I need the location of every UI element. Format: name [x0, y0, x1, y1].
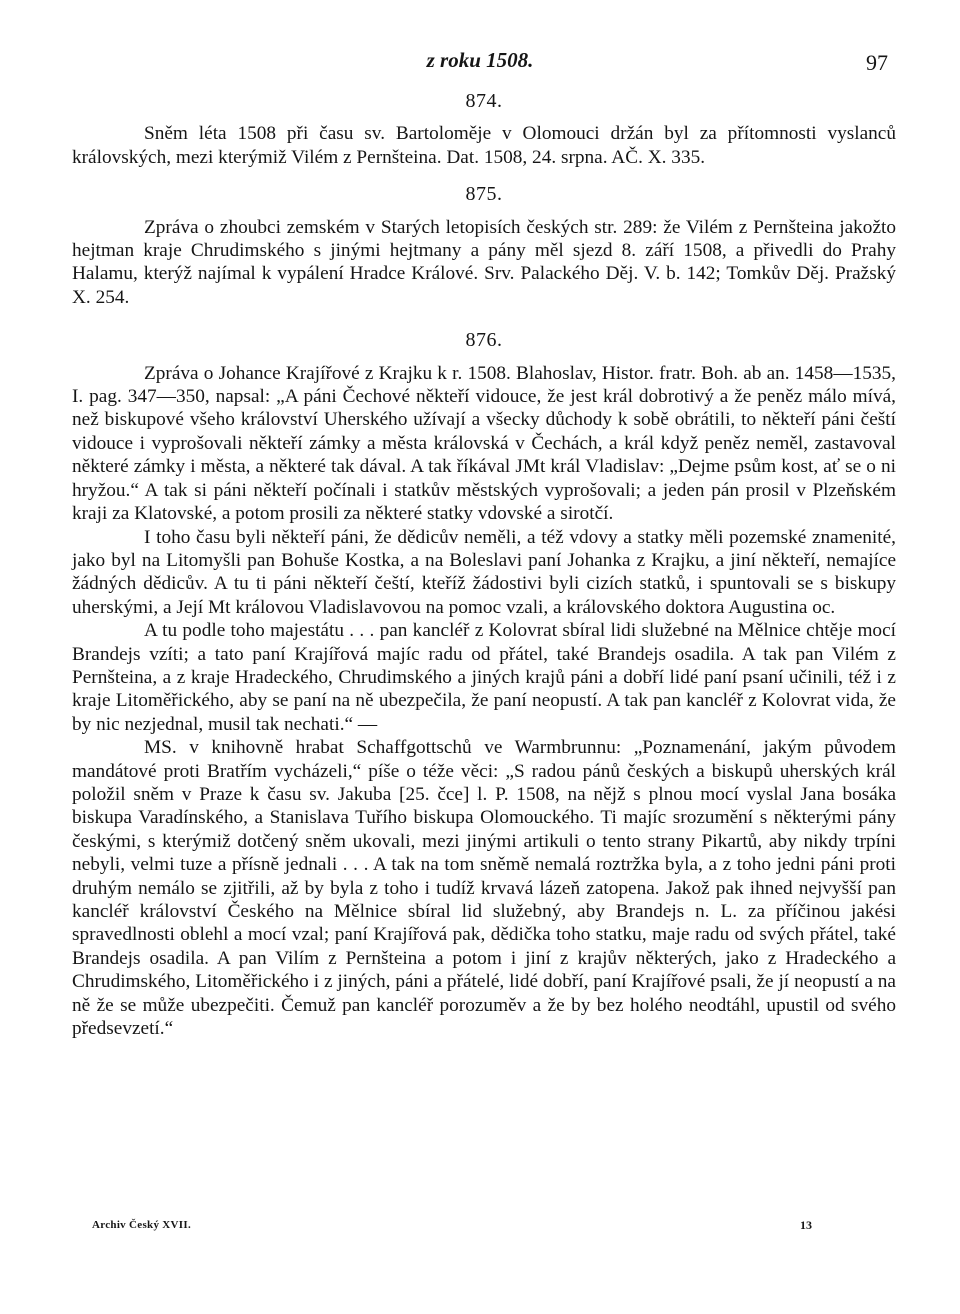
paragraph: A tu podle toho majestátu . . . pan kancléř z Kolovrat sbíral lidi služebné na Mělnice chtěje mocí Brandejs vzíti; a tato paní Krajířová majíc radu od přátel, také Brandejs osadila. A tak pan Vilém z Pernšteina, a z kraje Hradeckého, Chrudimského a jiných krajů páni a dobří lidé paní psaní učinili, též i z kraje Litoměřického, aby se paní na ně ubezpečila, že paní neopustí. A tak pan kancléř z Kolovrat vida, že by nic nezjednal, musil tak nechati.“ — — [72, 620, 896, 735]
paragraph: I toho času byli někteří páni, že dědicův neměli, a též vdovy a statky měli pozemské znamenité, jako byl na Litomyšli pan Bohuše Kostka, a na Boleslavi paní Johanka z Krajku, a jiní někteří, nemajíce žádných dědicův. A tu ti páni někteří čeští, kteříž žádostivi byli cizích statků, i spuntovali se s biskupy uherskými, a Její Mt královou Vladislavovou na pomoc vzali, a královského doktora Augustina oc. — [72, 526, 896, 618]
entry-number: 874. — [465, 90, 503, 112]
text-column — [72, 90, 896, 1040]
page-footer — [92, 1216, 812, 1238]
paragraph: Zpráva o zhoubci zemském v Starých letopisích českých str. 289: že Vilém z Pernšteina jakožto hejtman kraje Chrudimského s jinými hejtmany a pány měl sjezd 8. září 1508, a přivedli do Prahy Halamu, kterýž najímal k vypálení Hradce Králové. Srv. Palackého Děj. V. b. 142; Tomkův Děj. Pražský X. 254. — [72, 216, 896, 308]
entry-876 — [72, 329, 896, 1040]
page-number: 97 — [866, 50, 888, 75]
footer-signature: Archiv Český XVII. — [92, 1219, 192, 1231]
entry-number: 875. — [465, 183, 503, 206]
running-head — [0, 44, 960, 78]
running-title: z roku 1508. — [426, 48, 534, 72]
entry-number: 876. — [465, 329, 503, 352]
entry-875 — [72, 183, 896, 309]
paragraph: Sněm léta 1508 při času sv. Bartoloměje v Olomouci držán byl za přítomnosti vyslanců královských, mezi kterýmiž Vilém z Pernšteina. Dat. 1508, 24. srpna. AČ. X. 335. — [72, 123, 896, 168]
paragraph: MS. v knihovně hrabat Schaffgottschů ve Warmbrunnu: „Poznamenání, jakým původem mandátové proti Bratřím vycházeli,“ píše o téže věci: „S radou pánů českých a biskupů uherských král položil sněm v Praze k času sv. Jakuba [25. čce] l. P. 1508, na nějž s plnou mocí vyslal Jana bosáka biskupa Varadínského, a Stanislava Tuřího biskupa Olomouckého. Ti majíc srozumění s některými pány českými, s kterýmiž dotčený sněm ukovali, mezi jinými artikuli o tento strany Pikartů, aby nikdy trpíni nebyli, velmi tuze a přísně jednali . . . A tak na tom sněmě nemalá roztržka byla, a z toho jedni páni proti druhým nemálo se zjitřili, až by byla z toho i tudíž krvavá lázeň zatopena. Jakož pak ihned nejvyšší pan kancléř království Českého na Mělnice sbíral lid služebný, aby Brandejs n. L. za příčinou jakési spravedlnosti oblehl a mocí vzal; paní Krajířová pak, dědička toho statku, maje radu od svých přátel, také Brandejs osadila. A pan Vilím z Pernšteina a potom i jiní z krajův některých, jako z Hradeckého a Chrudimského, Litoměřického i z jiných, páni a přátelé, lidé dobří, paní Krajířové psali, že jí neopustí a na ně že se může ubezpečiti. Čemuž pan kancléř porozuměv a že by bez holého neodtáhl, upustil od svého předsevzetí.“ — [72, 737, 896, 1040]
entry-874 — [72, 90, 896, 169]
paragraph: Zpráva o Johance Krajířové z Krajku k r. 1508. Blahoslav, Histor. fratr. Boh. ab an. 1458—1535, I. pag. 347—350, napsal: „A páni Čechové někteří vidouce, že jest král dobrotivý a že peněz málo mívá, než biskupové všeho království Uherského užívají a všecky důchody k sobě obrátili, to někteří páni čeští vidouce i vyprošovali někteří zámky a města královská v Čechách, a král když peněz neměl, zastavoval některé zámky i města, a některé tak dával. A tak říkával JMt král Vladislav: „Dejme psům kost, ať se o ni hryžou.“ A tak si páni někteří počínali i statkův městských vyprošovali; a jeden pán prosil v Plzeňském kraji za Klatovské, a potom prosili za některé statky vdovské a sirotčí. — [72, 362, 896, 525]
footer-sheet-number: 13 — [800, 1218, 812, 1232]
